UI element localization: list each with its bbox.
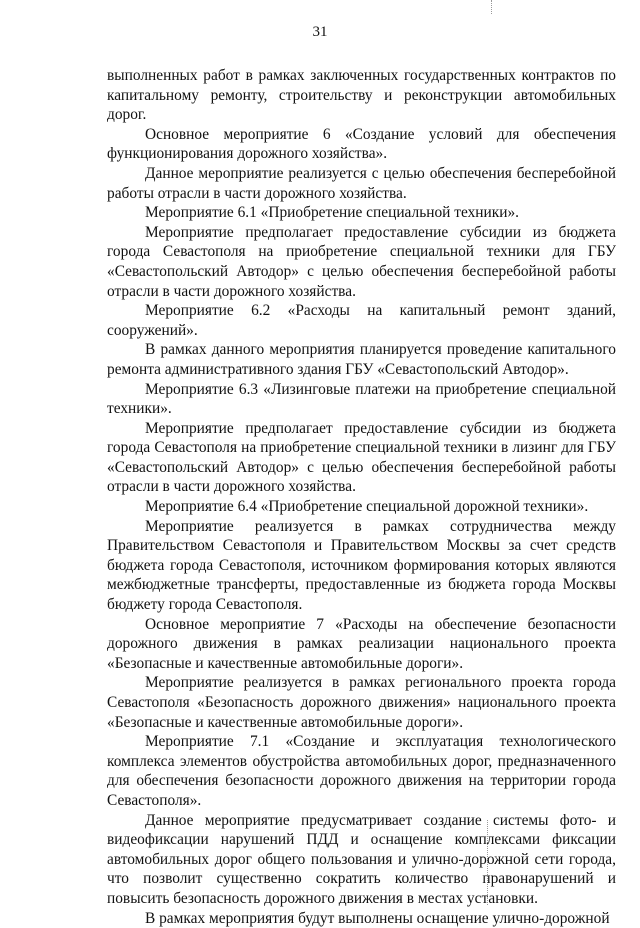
page-number: 31 [312, 24, 328, 40]
paragraph-continuation: выполненных работ в рамках заключенных государственных контрактов по капитальному ремонту, строительству и реконструкции автомобильных дорог. [107, 67, 616, 124]
paragraph-activity-7-1: Мероприятие 7.1 «Создание и эксплуатация технологического комплекса элементов обустройства автомобильных дорог, предназначенного для обеспечения безопасности дорожного движения на территории города Севастополя». [107, 733, 616, 809]
paragraph: Мероприятие реализуется в рамках регионального проекта города Севастополя «Безопасность дорожного движения» национального проекта «Безопасные и качественные автомобильные дороги». [107, 674, 616, 731]
paragraph: Данное мероприятие реализуется с целью обеспечения бесперебойной работы отрасли в части дорожного хозяйства. [107, 164, 616, 202]
paragraph-activity-6-2: Мероприятие 6.2 «Расходы на капитальный ремонт зданий, сооружений». [107, 302, 616, 339]
paragraph-main-activity-7: Основное мероприятие 7 «Расходы на обеспечение безопасности дорожного движения в рамках реализации национального проекта «Безопасные и качественные автомобильные дороги». [107, 615, 616, 672]
paragraph: Мероприятие реализуется в рамках сотрудничества между Правительством Севастополя и Правительством Москвы за счет средств бюджета города Севастополя, источником формирования которых являются межбюджетные трансферты, предоставленные из бюджета города Москвы бюджету города Севастополя. [107, 517, 616, 614]
scan-margin-mark-top [491, 0, 492, 14]
paragraph: В рамках мероприятия будут выполнены оснащение улично-дорожной [145, 909, 610, 927]
paragraph: Мероприятие предполагает предоставление субсидии из бюджета города Севастополя на приобретение специальной техники для ГБУ «Севастопольский Автодор» с целью обеспечения бесперебойной работы отрасли в части дорожного хозяйства. [107, 223, 616, 300]
paragraph-activity-6-3: Мероприятие 6.3 «Лизинговые платежи на приобретение специальной техники». [107, 380, 616, 418]
document-body [107, 66, 616, 928]
paragraph-activity-6-1: Мероприятие 6.1 «Приобретение специальной техники». [145, 204, 520, 222]
paragraph: В рамках данного мероприятия планируется проведение капитального ремонта административного здания ГБУ «Севастопольский Автодор». [107, 341, 616, 378]
paragraph-main-activity-6: Основное мероприятие 6 «Создание условий для обеспечения функционирования дорожного хозяйства». [107, 125, 616, 163]
paragraph: Данное мероприятие предусматривает создание системы фото- и видеофиксации нарушений ПДД и оснащение комплексами фиксации автомобильных дорог общего пользования и улично-дорожной сети города, что позволит существенно сократить количество правонарушений и повысить безопасность дорожного движения в местах установки. [107, 811, 616, 907]
paragraph-activity-6-4: Мероприятие 6.4 «Приобретение специальной дорожной техники». [145, 498, 589, 516]
paragraph: Мероприятие предполагает предоставление субсидии из бюджета города Севастополя на приобретение специальной техники в лизинг для ГБУ «Севастопольский Автодор» с целью обеспечения бесперебойной работы отрасли в части дорожного хозяйства. [107, 419, 616, 496]
